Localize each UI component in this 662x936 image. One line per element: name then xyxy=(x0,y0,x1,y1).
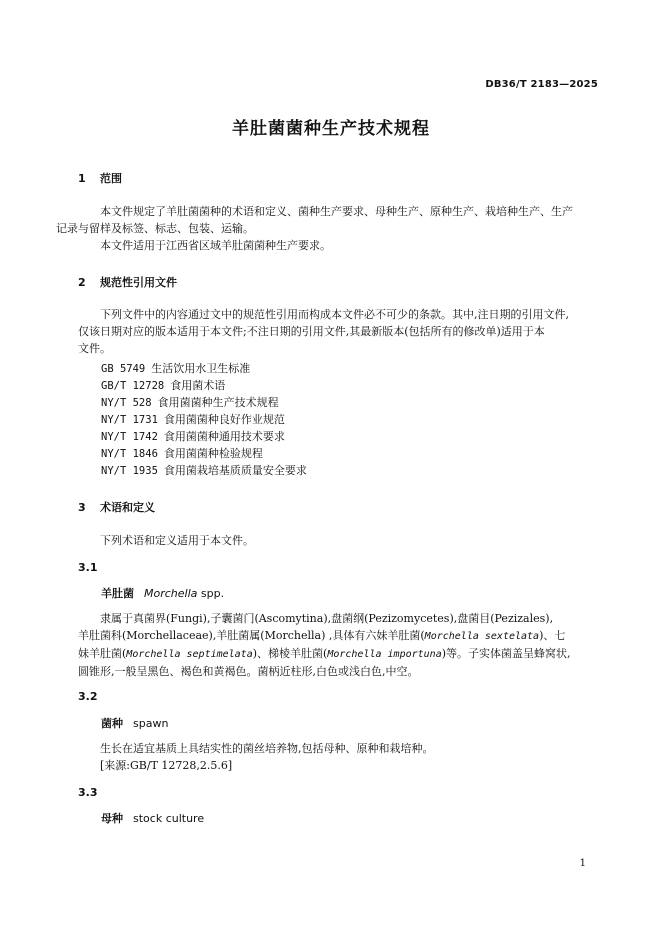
ref-name: 食用菌菌种通用技术要求 xyxy=(163,430,285,443)
term-heading xyxy=(101,810,204,826)
text-segment: )、梯棱羊肚菌( xyxy=(252,647,328,660)
text-line xyxy=(78,645,598,663)
ref-code: NY/T 1846 xyxy=(101,448,158,460)
ref-code: GB/T 12728 xyxy=(101,380,165,392)
ref-name: 食用菌菌种良好作业规范 xyxy=(163,413,285,426)
term-suffix: spp. xyxy=(200,587,225,600)
terms-intro: 下列术语和定义适用于本文件。 xyxy=(100,534,254,547)
clause-number: 3.2 xyxy=(78,690,98,703)
ref-code: GB 5749 xyxy=(101,363,146,375)
text-line: 隶属于真菌界(Fungi),子囊菌门(Ascomytina),盘菌纲(Pezizomycetes),盘菌目(Pezizales), xyxy=(100,612,554,625)
term-chinese: 羊肚菌 xyxy=(101,587,134,600)
section-2-heading xyxy=(78,274,177,290)
ref-code: NY/T 528 xyxy=(101,397,152,409)
term-chinese: 菌种 xyxy=(101,717,123,730)
term-chinese: 母种 xyxy=(101,812,123,825)
reference-item xyxy=(101,360,250,376)
standard-code: DB36/T 2183—2025 xyxy=(485,79,598,90)
ref-name: 食用菌栽培基质质量安全要求 xyxy=(163,464,307,477)
document-title: 羊肚菌菌种生产技术规程 xyxy=(232,119,430,139)
text-line: 圆锥形,一般呈黑色、褐色和黄褐色。菌柄近柱形,白色或浅白色,中空。 xyxy=(78,665,419,678)
clause-number: 3.1 xyxy=(78,561,98,574)
ref-name: 食用菌术语 xyxy=(170,379,226,392)
term-definition: 生长在适宜基质上具结实性的菌丝培养物,包括母种、原种和栽培种。 xyxy=(100,742,434,755)
reference-item xyxy=(101,445,263,461)
scope-paragraph xyxy=(56,203,598,237)
text-line: 本文件规定了羊肚菌菌种的术语和定义、菌种生产要求、母种生产、原种生产、栽培种生产、生产 xyxy=(100,205,573,218)
reference-item xyxy=(101,428,285,444)
ref-code: NY/T 1731 xyxy=(101,414,158,426)
latin-name: Morchella septimelata xyxy=(126,649,253,660)
term-source: [来源:GB/T 12728,2.5.6] xyxy=(100,759,233,772)
text-segment: 羊肚菌科(Morchellaceae),羊肚菌属(Morchella) ,具体有六妹羊肚菌( xyxy=(78,629,425,642)
term-heading xyxy=(101,715,168,731)
text-segment: )等。子实体菌盖呈蜂窝状, xyxy=(441,647,571,660)
scope-applicability: 本文件适用于江西省区域羊肚菌菌种生产要求。 xyxy=(100,239,331,252)
ref-code: NY/T 1935 xyxy=(101,465,158,477)
text-segment: 妹羊肚菌( xyxy=(78,647,127,660)
text-line: 文件。 xyxy=(78,342,111,355)
term-heading xyxy=(101,585,224,601)
section-title: 规范性引用文件 xyxy=(100,276,177,289)
text-line xyxy=(78,627,598,645)
ref-code: NY/T 1742 xyxy=(101,431,158,443)
term-definition xyxy=(78,610,598,680)
page-number: 1 xyxy=(579,858,586,869)
reference-item xyxy=(101,377,225,393)
normative-intro xyxy=(78,306,598,357)
text-line: 下列文件中的内容通过文中的规范性引用而构成本文件必不可少的条款。其中,注日期的引用文件, xyxy=(100,308,569,321)
term-english: spawn xyxy=(133,717,169,730)
term-english xyxy=(144,587,224,600)
text-segment: )、七 xyxy=(539,629,566,642)
latin-name: Morchella sextelata xyxy=(424,631,540,642)
section-number: 3 xyxy=(78,501,86,514)
section-1-heading xyxy=(78,170,122,186)
reference-item xyxy=(101,394,279,410)
reference-item xyxy=(101,411,285,427)
reference-item xyxy=(101,462,307,478)
section-number: 1 xyxy=(78,172,86,185)
section-3-heading xyxy=(78,499,155,515)
section-title: 范围 xyxy=(100,172,122,185)
section-title: 术语和定义 xyxy=(100,501,155,514)
text-line: 记录与留样及标签、标志、包装、运输。 xyxy=(56,222,254,235)
term-latin: Morchella xyxy=(144,587,198,600)
latin-name: Morchella importuna xyxy=(327,649,442,660)
term-english: stock culture xyxy=(133,812,205,825)
ref-name: 食用菌菌种生产技术规程 xyxy=(157,396,279,409)
ref-name: 食用菌菌种检验规程 xyxy=(163,447,263,460)
ref-name: 生活饮用水卫生标准 xyxy=(151,362,251,375)
section-number: 2 xyxy=(78,276,86,289)
clause-number: 3.3 xyxy=(78,786,98,799)
text-line: 仅该日期对应的版本适用于本文件;不注日期的引用文件,其最新版本(包括所有的修改单)适用于本 xyxy=(78,325,545,338)
